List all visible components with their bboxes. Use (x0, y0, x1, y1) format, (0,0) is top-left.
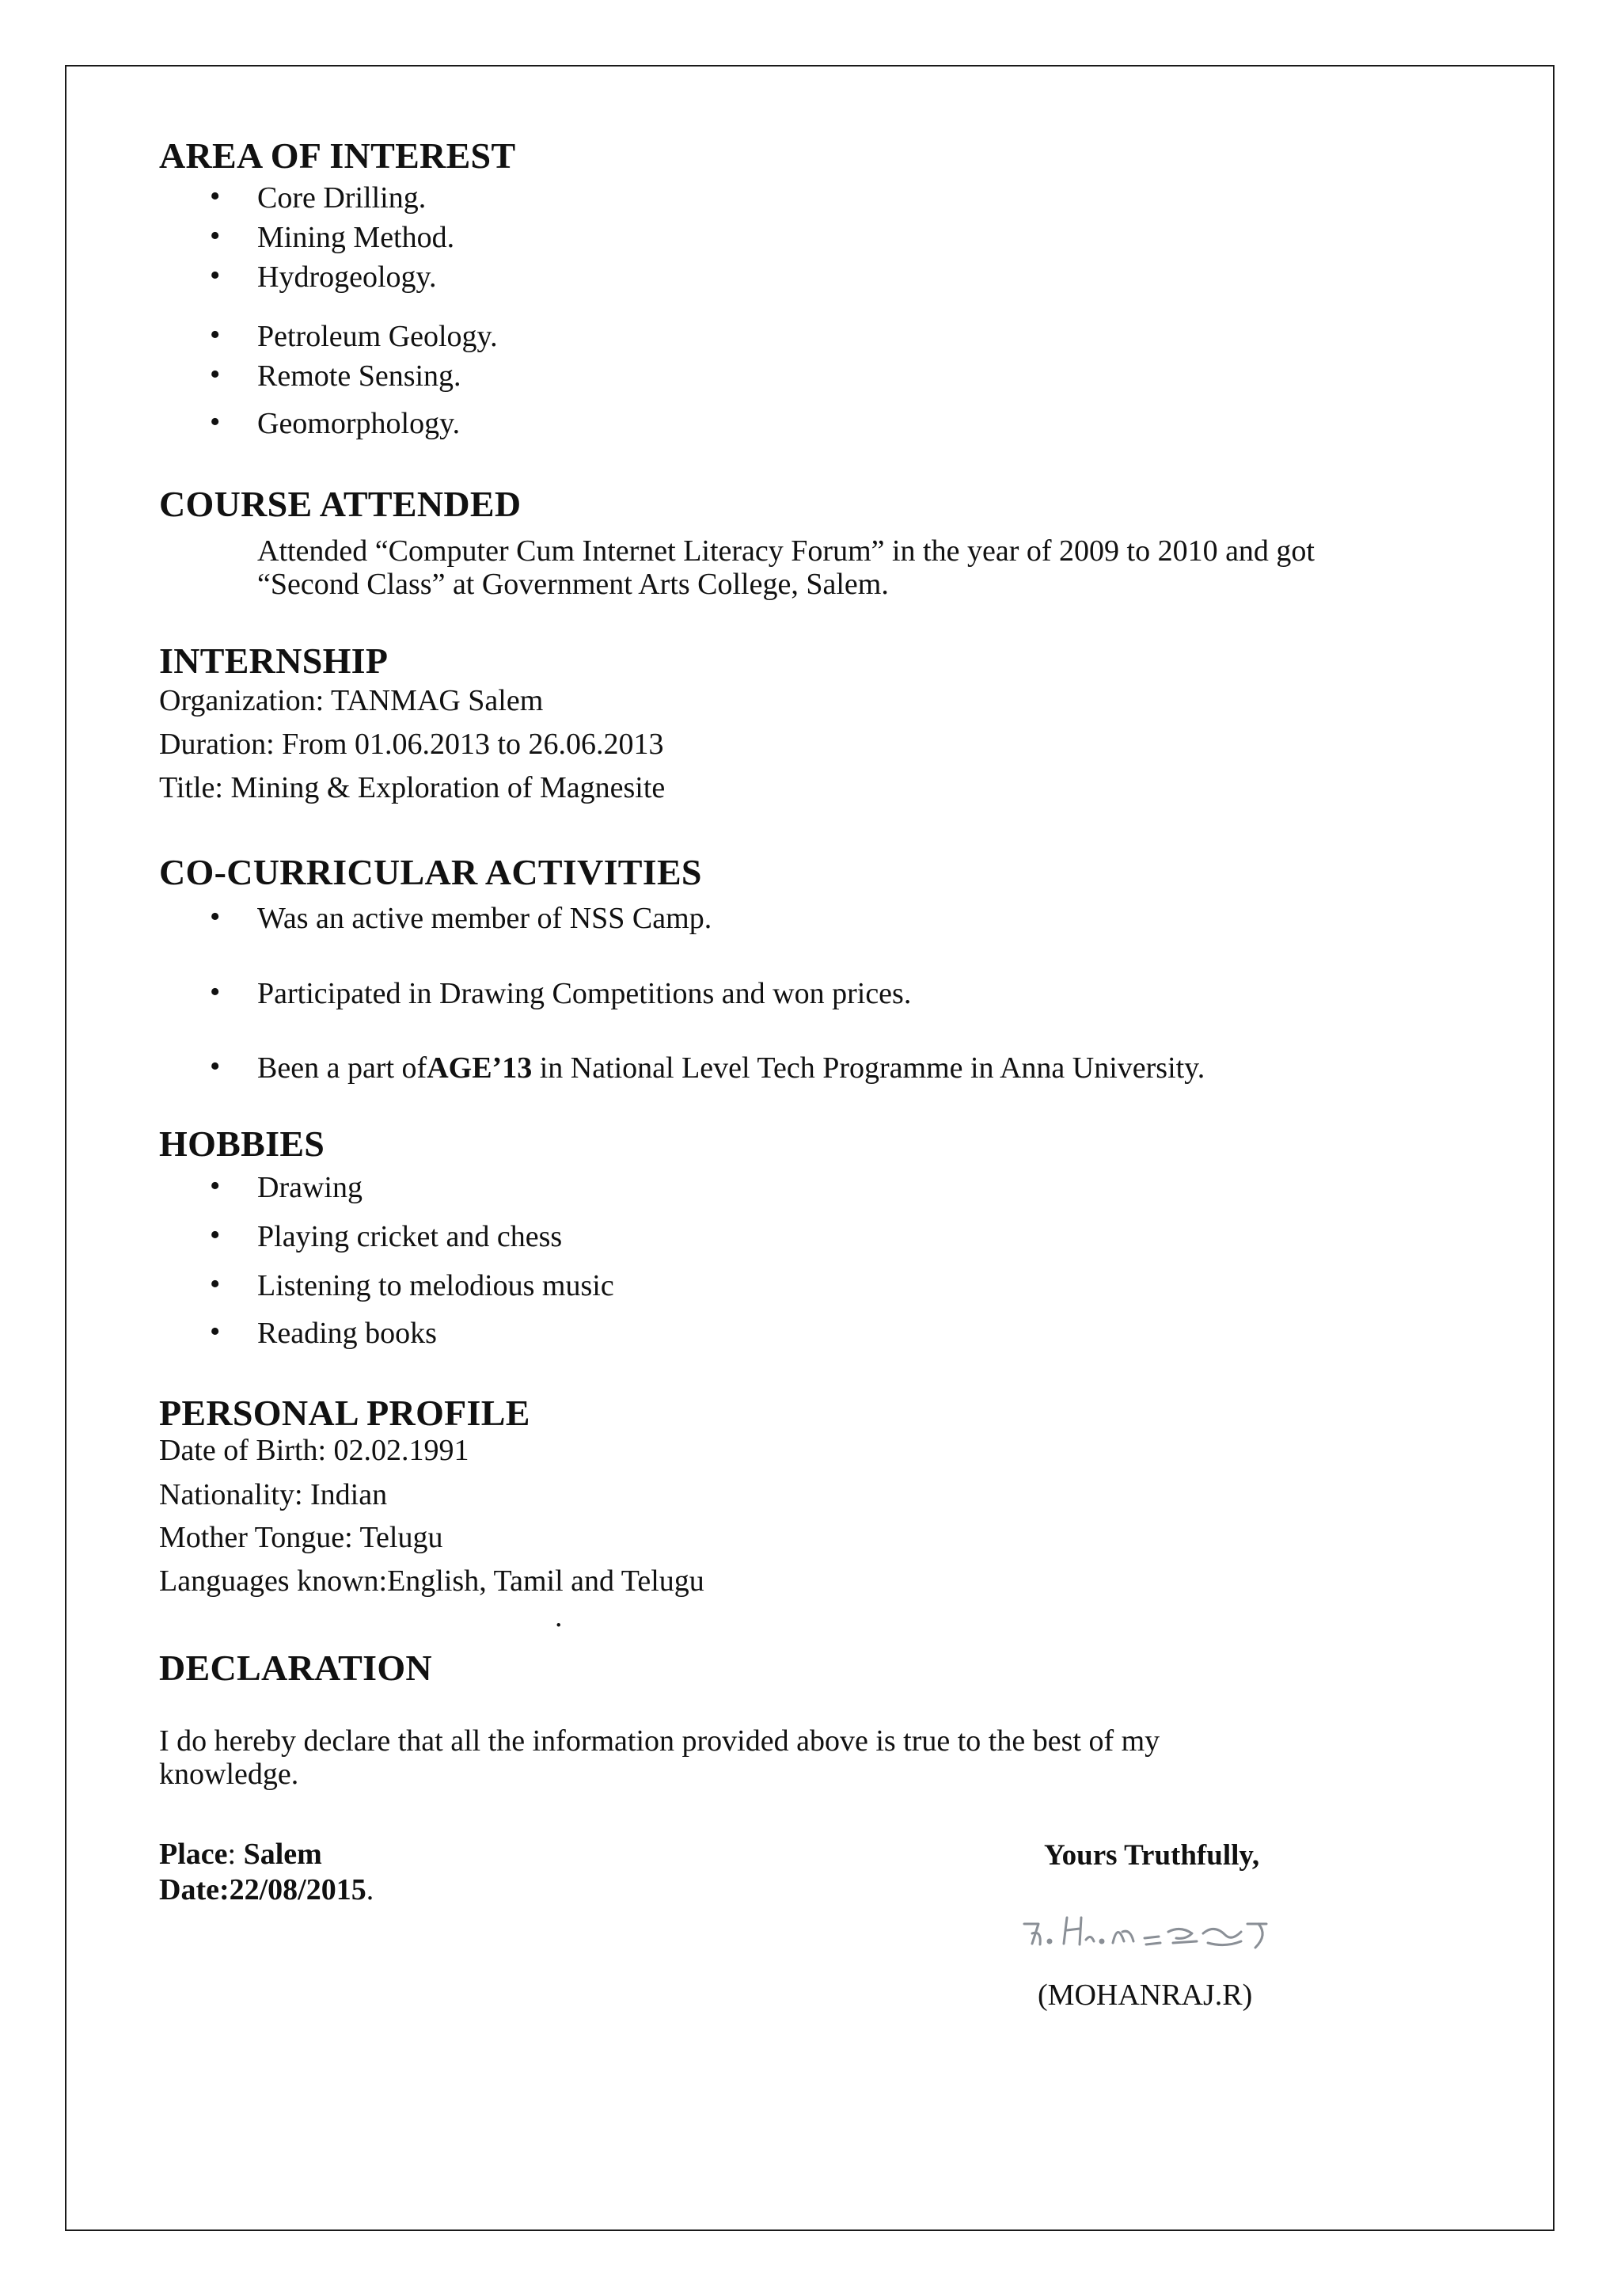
interest-item: • Petroleum Geology. (257, 319, 498, 354)
interest-item: • Remote Sensing. (257, 359, 461, 393)
interest-item: • Hydrogeology. (257, 260, 437, 295)
internship-duration: Duration: From 01.06.2013 to 26.06.2013 (159, 728, 664, 761)
internship-organization: Organization: TANMAG Salem (159, 684, 544, 717)
stray-dot: . (555, 1600, 563, 1633)
area-of-interest-heading: AREA OF INTEREST (159, 135, 516, 176)
signatory-name: (MOHANRAJ.R) (1038, 1979, 1253, 2012)
activity-item: • Participated in Drawing Competitions and won prices. (257, 976, 911, 1011)
personal-profile-heading: PERSONAL PROFILE (159, 1393, 530, 1433)
course-attended-heading: COURSE ATTENDED (159, 484, 522, 524)
interest-item: • Geomorphology. (257, 406, 460, 441)
event-name: AGE’13 (427, 1051, 533, 1085)
internship-title: Title: Mining & Exploration of Magnesite (159, 771, 666, 804)
place-separator: : (227, 1838, 244, 1871)
course-description (257, 534, 1315, 601)
interest-item: • Core Drilling. (257, 181, 426, 215)
hobby-item: • Listening to melodious music (257, 1268, 614, 1303)
activity-item: • Was an active member of NSS Camp. (257, 901, 712, 936)
signature-image (1018, 1900, 1334, 1963)
closing-salutation: Yours Truthfully, (1044, 1839, 1260, 1872)
date-of-birth: Date of Birth: 02.02.1991 (159, 1434, 469, 1467)
date-line (159, 1872, 374, 1907)
activity-prefix: Been a part of (257, 1051, 427, 1085)
activity-item (257, 1051, 1205, 1085)
course-line-2: “Second Class” at Government Arts College, Salem. (257, 568, 889, 601)
hobby-item: • Reading books (257, 1316, 437, 1351)
co-curricular-heading: CO-CURRICULAR ACTIVITIES (159, 852, 702, 892)
declaration-line-1: I do hereby declare that all the information provided above is true to the best of my (159, 1724, 1160, 1758)
hobby-item: • Playing cricket and chess (257, 1219, 562, 1254)
nationality: Nationality: Indian (159, 1478, 388, 1511)
declaration-heading: DECLARATION (159, 1648, 432, 1688)
date-label: Date:22/08/2015 (159, 1873, 366, 1906)
activity-suffix: in National Level Tech Programme in Anna University. (532, 1051, 1205, 1085)
languages-known: Languages known:English, Tamil and Telugu (159, 1564, 704, 1598)
place-label: Place (159, 1838, 228, 1871)
interest-item: • Mining Method. (257, 220, 454, 255)
declaration-text (159, 1724, 1160, 1791)
place-value: Salem (243, 1838, 322, 1871)
date-end: . (366, 1873, 374, 1906)
mother-tongue: Mother Tongue: Telugu (159, 1521, 443, 1554)
hobbies-heading: HOBBIES (159, 1123, 325, 1164)
declaration-line-2: knowledge. (159, 1758, 299, 1791)
hobby-item: • Drawing (257, 1170, 363, 1205)
course-line-1: Attended “Computer Cum Internet Literacy Forum” in the year of 2009 to 2010 and got (257, 534, 1315, 568)
place-line (159, 1837, 322, 1872)
internship-heading: INTERNSHIP (159, 641, 389, 681)
